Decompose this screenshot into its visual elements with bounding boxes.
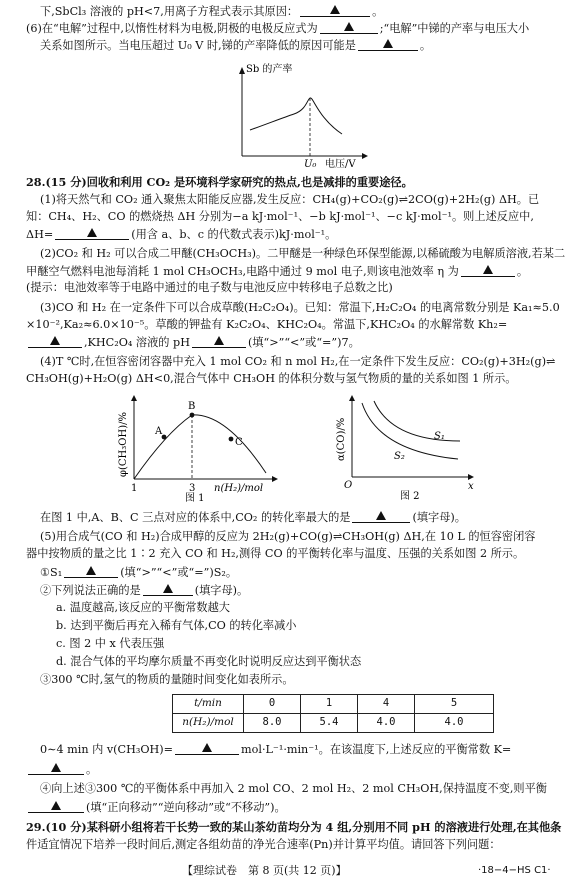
point-b bbox=[190, 413, 195, 418]
text-line: 器中按物质的量之比 1∶2 充入 CO 和 H₂,测得 CO 的平衡转化率与温度、压强的关系如图 2 所示。 bbox=[26, 547, 525, 560]
x-axis-arrow-icon bbox=[272, 476, 278, 482]
s1-curve bbox=[374, 401, 460, 441]
blank-marker-icon bbox=[86, 566, 96, 575]
table-row bbox=[173, 714, 494, 733]
x-axis-label: n(H₂)/mol bbox=[214, 483, 264, 494]
text-line: ×10⁻²,Ka₂≈6.0×10⁻⁵。草酸的钾盐有 K₂C₂O₄、KHC₂O₄。常温下,KHC₂O₄ 的水解常数 Kh₂= bbox=[26, 318, 508, 331]
exam-code: ·18−4−HS C1· bbox=[478, 865, 551, 876]
blank-marker-icon bbox=[214, 336, 224, 345]
tick-label: 1 bbox=[131, 483, 138, 494]
text-line: 件适宜情况下培养一段时间后,测定各组幼苗的净光合速率(Pn)并计算平均值。请回答下列问题： bbox=[26, 838, 501, 851]
point-a-label: A bbox=[155, 426, 163, 437]
text-line: ②下列说法正确的是 (填字母)。 bbox=[40, 584, 249, 597]
table-cell: 0 bbox=[244, 695, 301, 714]
sb-yield-figure bbox=[222, 58, 372, 168]
figure-2-caption: 图 2 bbox=[400, 491, 420, 502]
table-cell: n(H₂)/mol bbox=[173, 714, 244, 733]
option-c: c. 图 2 中 x 代表压强 bbox=[56, 637, 165, 650]
tick-label: 3 bbox=[189, 483, 196, 494]
text-line: (4)T ℃时,在恒容密闭容器中充入 1 mol CO₂ 和 n mol H₂,在一定条件下发生反应：CO₂(g)+3H₂(g)⇌ bbox=[40, 355, 556, 368]
text-line: 在图 1 中,A、B、C 三点对应的体系中,CO₂ 的转化率最大的是 (填字母)。 bbox=[40, 511, 466, 524]
table-cell: 5.4 bbox=[301, 714, 358, 733]
table-cell: t/min bbox=[173, 695, 244, 714]
page-footer: 【理综试卷 第 8 页(共 12 页)】 bbox=[182, 864, 347, 877]
answer-blank[interactable] bbox=[461, 264, 515, 277]
blank-marker-icon bbox=[202, 743, 212, 752]
answer-blank[interactable] bbox=[28, 762, 84, 775]
point-c bbox=[229, 437, 234, 442]
answer-blank[interactable] bbox=[320, 21, 378, 34]
option-b: b. 达到平衡后再充入稀有气体,CO 的转化率减小 bbox=[56, 619, 297, 632]
answer-blank[interactable] bbox=[28, 800, 84, 813]
methanol-fraction-curve bbox=[134, 415, 266, 479]
text-line: 甲醚空气燃料电池每消耗 1 mol CH₃OCH₃,电路中通过 9 mol 电子,则该电池效率 η 为 。 bbox=[26, 265, 529, 278]
y-axis-arrow-icon bbox=[131, 395, 137, 401]
x-axis-arrow-icon bbox=[468, 474, 474, 480]
table-cell: 8.0 bbox=[244, 714, 301, 733]
blank-marker-icon bbox=[344, 22, 354, 31]
y-axis-label: φ(CH₃OH)/% bbox=[118, 412, 129, 477]
table-cell: 4.0 bbox=[358, 714, 415, 733]
text-line: 。 bbox=[26, 762, 566, 778]
option-a: a. 温度越高,该反应的平衡常数越大 bbox=[56, 601, 230, 614]
u0-label: U₀ bbox=[304, 159, 317, 168]
text-line: 关系如图所示。当电压超过 U₀ V 时,锑的产率降低的原因可能是 。 bbox=[40, 39, 432, 52]
hydrogen-time-table bbox=[172, 694, 494, 733]
figure-2 bbox=[322, 393, 482, 505]
blank-marker-icon bbox=[376, 511, 386, 520]
answer-blank[interactable] bbox=[175, 742, 239, 755]
text-line: ,KHC₂O₄ 溶液的 pH (填“>”“<”或“=”)7。 bbox=[26, 335, 566, 351]
text-line: ①S₁ (填“>”“<”或“=”)S₂。 bbox=[40, 566, 238, 579]
s2-label: S₂ bbox=[394, 451, 405, 462]
text-line: CH₃OH(g)+H₂O(g) ΔH<0,混合气体中 CH₃OH 的体积分数与氢气物质的量的关系如图 1 所示。 bbox=[26, 372, 517, 385]
s1-label: S₁ bbox=[434, 431, 445, 442]
table-cell: 5 bbox=[415, 695, 494, 714]
option-d: d. 混合气体的平均摩尔质量不再变化时说明反应达到平衡状态 bbox=[56, 655, 362, 668]
table-cell: 4.0 bbox=[415, 714, 494, 733]
answer-blank[interactable] bbox=[358, 38, 418, 51]
text-line: (5)用合成气(CO 和 H₂)合成甲醇的反应为 2H₂(g)+CO(g)⇌CH₃OH(g) ΔH,在 10 L 的恒容密闭容 bbox=[40, 530, 536, 543]
point-b-label: B bbox=[188, 401, 196, 412]
figure-1-caption: 图 1 bbox=[185, 493, 205, 504]
yield-curve bbox=[250, 98, 342, 134]
table-cell: 4 bbox=[358, 695, 415, 714]
text-line: 0∼4 min 内 v(CH₃OH)= mol·L⁻¹·min⁻¹。在该温度下,上述反应的平衡常数 K= bbox=[40, 743, 512, 756]
blank-marker-icon bbox=[163, 584, 173, 593]
blank-marker-icon bbox=[383, 39, 393, 48]
table-row bbox=[173, 695, 494, 714]
blank-marker-icon bbox=[51, 763, 61, 772]
answer-blank[interactable] bbox=[64, 565, 118, 578]
figure-1 bbox=[96, 393, 286, 505]
text-line: 下,SbCl₃ 溶液的 pH<7,用离子方程式表示其原因： 。 bbox=[40, 5, 384, 18]
text-line: ④向上述③300 ℃的平衡体系中再加入 2 mol CO、2 mol H₂、2 mol CH₃OH,保持温度不变,则平衡 bbox=[40, 782, 547, 795]
text-line: ΔH= (用含 a、b、c 的代数式表示)kJ·mol⁻¹。 bbox=[26, 228, 337, 241]
y-axis-label: Sb 的产率 bbox=[246, 64, 293, 75]
table-cell: 1 bbox=[301, 695, 358, 714]
blank-marker-icon bbox=[483, 265, 493, 274]
x-axis-arrow-icon bbox=[362, 153, 368, 159]
text-line: ③300 ℃时,氢气的物质的量随时间变化如表所示。 bbox=[40, 673, 294, 686]
point-a bbox=[162, 435, 167, 440]
answer-blank[interactable] bbox=[55, 227, 129, 240]
answer-blank[interactable] bbox=[300, 4, 370, 17]
text-line: 知：CH₄、H₂、CO 的燃烧热 ΔH 分别为−a kJ·mol⁻¹、−b kJ·mol⁻¹、−c kJ·mol⁻¹。则上述反应中, bbox=[26, 210, 534, 223]
text-line: (3)CO 和 H₂ 在一定条件下可以合成草酸(H₂C₂O₄)。已知：常温下,H₂C₂O₄ 的电离常数分别是 Ka₁≈5.0 bbox=[40, 301, 560, 314]
question-29-header: 29.(10 分)某科研小组将若干长势一致的某山茶幼苗均分为 4 组,分别用不同 pH 的溶液进行处理,在其他条 bbox=[26, 820, 562, 834]
point-c-label: C bbox=[235, 437, 243, 448]
blank-marker-icon bbox=[50, 336, 60, 345]
y-axis-arrow-icon bbox=[239, 67, 245, 74]
text-line: (填“正向移动”“逆向移动”或“不移动”)。 bbox=[26, 800, 566, 816]
text-line: (6)在“电解”过程中,以惰性材料为电极,阴极的电极反应式为 ;“电解”中锑的产率与电压大小 bbox=[26, 22, 530, 35]
text-line: (提示：电池效率等于电路中通过的电子数与电池反应中转移电子总数之比) bbox=[26, 281, 393, 294]
text-line: (2)CO₂ 和 H₂ 可以合成二甲醚(CH₃OCH₃)。二甲醚是一种绿色环保型能源,以稀硫酸为电解质溶液,若某二 bbox=[40, 247, 566, 260]
x-axis-label: x bbox=[468, 481, 474, 492]
question-28-header: 28.(15 分)回收和利用 CO₂ 是环境科学家研究的热点,也是减排的重要途径。 bbox=[26, 175, 413, 189]
answer-blank[interactable] bbox=[192, 335, 246, 348]
origin-label: O bbox=[344, 480, 353, 491]
blank-marker-icon bbox=[51, 801, 61, 810]
y-axis-label: α(CO)/% bbox=[336, 417, 347, 461]
answer-blank[interactable] bbox=[143, 583, 193, 596]
y-axis-arrow-icon bbox=[349, 395, 355, 401]
x-axis-label: 电压/V bbox=[325, 159, 356, 168]
blank-marker-icon bbox=[87, 228, 97, 237]
answer-blank[interactable] bbox=[28, 335, 82, 348]
answer-blank[interactable] bbox=[352, 510, 410, 523]
blank-marker-icon bbox=[330, 5, 340, 14]
text-line: (1)将天然气和 CO₂ 通入聚焦太阳能反应器,发生反应：CH₄(g)+CO₂(g)⇌2CO(g)+2H₂(g) ΔH。已 bbox=[40, 193, 540, 206]
